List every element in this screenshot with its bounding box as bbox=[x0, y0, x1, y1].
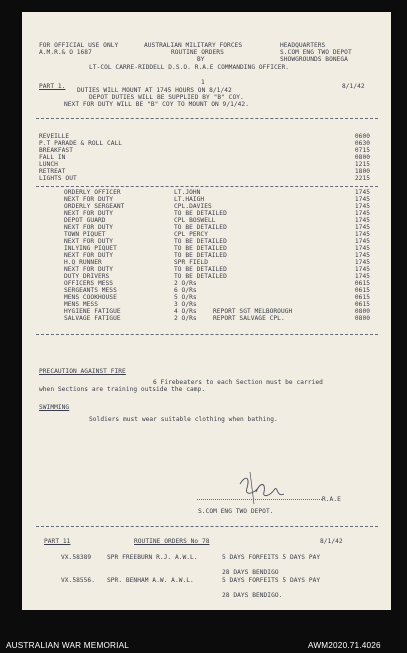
duty-assignee: 4 O/Rs bbox=[174, 308, 197, 315]
duty-time: 0615 bbox=[354, 287, 370, 294]
duty-assignee: LT.JOHN bbox=[174, 189, 201, 196]
duty-name: INLYING PIQUET bbox=[64, 245, 117, 252]
duty-name: OFFICERS MESS bbox=[64, 280, 114, 287]
duty-name: MENS COOKHOUSE bbox=[64, 294, 117, 301]
duty-assignee: TO BE DETAILED bbox=[174, 210, 227, 217]
duty-time: 0615 bbox=[354, 294, 370, 301]
duty-name: NEXT FOR DUTY bbox=[64, 266, 114, 273]
part1-line1: DUTIES WILL MOUNT AT 1745 HOURS ON 8/1/42 bbox=[77, 87, 232, 94]
signature-rank: R.A.E bbox=[322, 496, 341, 503]
routine-item: LUNCH bbox=[39, 161, 58, 168]
duty-time: 1745 bbox=[354, 189, 370, 196]
duty-note: REPORT SALVAGE CPL. bbox=[213, 315, 285, 322]
order-sheet bbox=[22, 12, 391, 610]
duty-assignee: TO BE DETAILED bbox=[174, 245, 227, 252]
duty-time: 1745 bbox=[354, 273, 370, 280]
swimming-line1: Soldiers must wear suitable clothing when bathing. bbox=[89, 416, 278, 423]
separator bbox=[36, 118, 378, 119]
header-form-number: A.M.R.& O 1687 bbox=[39, 49, 92, 56]
duty-time: 1745 bbox=[354, 252, 370, 259]
duty-name: MENS MESS bbox=[64, 301, 98, 308]
duty-name: HYGIENE FATIGUE bbox=[64, 308, 121, 315]
header-official-use: FOR OFFICIAL USE ONLY bbox=[39, 42, 119, 49]
duty-name: ORDERLY OFFICER bbox=[64, 189, 121, 196]
duty-name: DEPOT GUARD bbox=[64, 217, 106, 224]
precaution-heading: PRECAUTION AGAINST FIRE bbox=[39, 368, 126, 375]
entry-detention: 28 DAYS BENDIGO bbox=[222, 569, 279, 576]
duty-assignee: TO BE DETAILED bbox=[174, 238, 227, 245]
duty-name: ORDERLY SERGEANT bbox=[64, 203, 125, 210]
duty-assignee: LT.HAIGH bbox=[174, 196, 205, 203]
routine-time: 0600 bbox=[354, 133, 370, 140]
entry-penalty: 5 DAYS FORFEITS 5 DAYS PAY bbox=[222, 577, 321, 584]
duty-time: 1745 bbox=[354, 231, 370, 238]
header-headquarters: HEADQUARTERS bbox=[280, 42, 326, 49]
duty-assignee: TO BE DETAILED bbox=[174, 252, 227, 259]
duty-time: 1745 bbox=[354, 210, 370, 217]
duty-time: 0615 bbox=[354, 280, 370, 287]
part2-label: PART 11 bbox=[44, 538, 71, 545]
part1-line3: NEXT FOR DUTY WILL BE "B" COY TO MOUNT ON 9/1/42. bbox=[64, 101, 249, 108]
precaution-line1: 6 Firebeaters to each Section must be carried bbox=[153, 379, 323, 386]
entry-id: VX.58556. bbox=[61, 577, 95, 584]
duty-assignee: 3 O/Rs bbox=[174, 301, 197, 308]
separator bbox=[36, 526, 378, 527]
duty-name: H.Q RUNNER bbox=[64, 259, 102, 266]
header-depot: S.COM ENG TWO DEPOT bbox=[280, 49, 352, 56]
header-by: BY bbox=[197, 56, 205, 63]
duty-note: REPORT SGT MELBOROUGH bbox=[213, 308, 293, 315]
part1-date: 8/1/42 bbox=[342, 83, 365, 90]
duty-name: SALVAGE FATIGUE bbox=[64, 315, 121, 322]
archive-reference: AWM2020.71.4026 bbox=[308, 641, 381, 650]
duty-assignee: CPL.DAVIES bbox=[174, 203, 212, 210]
duty-time: 1745 bbox=[354, 217, 370, 224]
duty-assignee: TO BE DETAILED bbox=[174, 224, 227, 231]
duty-name: DUTY DRIVERS bbox=[64, 273, 110, 280]
routine-item: RETREAT bbox=[39, 168, 66, 175]
part1-line2: DEPOT DUTIES WILL BE SUPPLIED BY "B" COY. bbox=[89, 94, 244, 101]
duty-assignee: 5 O/Rs bbox=[174, 294, 197, 301]
duty-assignee: CPL PERCY bbox=[174, 231, 208, 238]
duty-time: 1745 bbox=[354, 259, 370, 266]
routine-time: 0630 bbox=[354, 140, 370, 147]
duty-time: 1745 bbox=[354, 196, 370, 203]
header-location: SHOWGROUNDS BONEGA bbox=[280, 56, 348, 63]
swimming-heading: SWIMMING bbox=[39, 404, 70, 411]
entry-name: SPR FREEBURN R.J. A.W.L. bbox=[107, 554, 198, 561]
routine-time: 0800 bbox=[354, 154, 370, 161]
duty-assignee: CPL BOSWELL bbox=[174, 217, 216, 224]
signature-unit: S.COM ENG TWO DEPOT. bbox=[198, 508, 274, 515]
duty-name: SERGEANTS MESS bbox=[64, 287, 117, 294]
part1-label: PART 1. bbox=[39, 83, 66, 90]
archive-name: AUSTRALIAN WAR MEMORIAL bbox=[6, 641, 130, 650]
separator bbox=[36, 186, 378, 187]
precaution-line2: when Sections are training outside the camp. bbox=[39, 386, 206, 393]
routine-item: FALL IN bbox=[39, 154, 66, 161]
entry-detention: 28 DAYS BENDIGO. bbox=[222, 592, 283, 599]
routine-item: P.T PARADE & ROLL CALL bbox=[39, 140, 123, 147]
duty-time: 1745 bbox=[354, 245, 370, 252]
routine-time: 2215 bbox=[354, 175, 370, 182]
duty-time: 1745 bbox=[354, 238, 370, 245]
duty-name: NEXT FOR DUTY bbox=[64, 224, 114, 231]
routine-time: 0715 bbox=[354, 147, 370, 154]
duty-assignee: 2 O/Rs bbox=[174, 280, 197, 287]
signature-line bbox=[197, 499, 322, 500]
routine-item: LIGHTS OUT bbox=[39, 175, 77, 182]
duty-time: 0800 bbox=[354, 308, 370, 315]
archive-footer bbox=[0, 610, 407, 653]
entry-penalty: 5 DAYS FORFEITS 5 DAYS PAY bbox=[222, 554, 321, 561]
header-commander: LT-COL CARRE-RIDDELL D.S.O. R.A.E COMMANDING OFFICER. bbox=[89, 64, 290, 71]
duty-time: 1745 bbox=[354, 224, 370, 231]
routine-time: 1215 bbox=[354, 161, 370, 168]
part1-number: 1 bbox=[201, 79, 205, 86]
duty-time: 0615 bbox=[354, 301, 370, 308]
duty-name: NEXT FOR DUTY bbox=[64, 210, 114, 217]
separator bbox=[36, 334, 378, 335]
entry-id: VX.58389 bbox=[61, 554, 92, 561]
entry-name: SPR. BENHAM A.W. A.W.L. bbox=[107, 577, 194, 584]
duty-assignee: 6 O/Rs bbox=[174, 287, 197, 294]
duty-name: NEXT FOR DUTY bbox=[64, 238, 114, 245]
duty-name: NEXT FOR DUTY bbox=[64, 252, 114, 259]
routine-time: 1800 bbox=[354, 168, 370, 175]
routine-item: REVEILLE bbox=[39, 133, 70, 140]
duty-time: 0800 bbox=[354, 315, 370, 322]
duty-assignee: SPR FIELD bbox=[174, 259, 208, 266]
part2-date: 8/1/42 bbox=[320, 538, 343, 545]
duty-name: TOWN PIQUET bbox=[64, 231, 106, 238]
duty-assignee: TO BE DETAILED bbox=[174, 266, 227, 273]
duty-name: NEXT FOR DUTY bbox=[64, 196, 114, 203]
duty-assignee: 2 O/Rs bbox=[174, 315, 197, 322]
part2-title: ROUTINE ORDERS No 78 bbox=[134, 538, 210, 545]
duty-time: 1745 bbox=[354, 266, 370, 273]
header-routine-orders: ROUTINE ORDERS bbox=[171, 49, 224, 56]
header-forces: AUSTRALIAN MILITARY FORCES bbox=[144, 42, 243, 49]
signature-mark bbox=[232, 464, 292, 509]
routine-item: BREAKFAST bbox=[39, 147, 73, 154]
duty-assignee: TO BE DETAILED bbox=[174, 273, 227, 280]
duty-time: 1745 bbox=[354, 203, 370, 210]
